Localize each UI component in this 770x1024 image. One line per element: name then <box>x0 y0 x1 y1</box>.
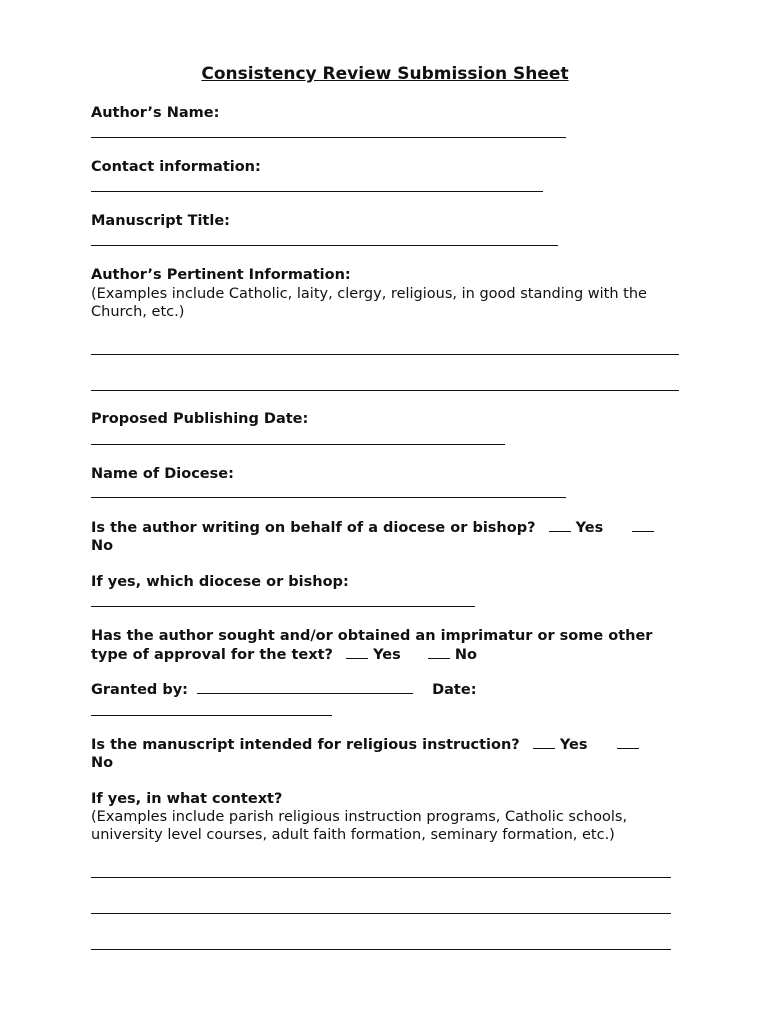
imprimatur-yes-label: Yes <box>373 647 401 663</box>
form-title: Consistency Review Submission Sheet <box>201 64 569 84</box>
imprimatur-yes-blank[interactable] <box>346 657 368 659</box>
imprimatur-question-line-1: Has the author sought and/or obtained an imprimatur or some other <box>91 628 653 644</box>
granted-by-label: Granted by: <box>91 682 188 698</box>
imprimatur-no-label: No <box>454 647 477 663</box>
contact-line[interactable] <box>91 191 543 192</box>
instruction-no-blank[interactable] <box>617 747 639 749</box>
date-label: Date: <box>432 682 477 698</box>
instruction-no-label: No <box>91 755 114 771</box>
pertinent-info-label: Author’s Pertinent Information: <box>91 267 351 283</box>
contact-label: Contact information: <box>91 159 261 175</box>
instruction-question <box>91 736 639 755</box>
behalf-yes-blank[interactable] <box>549 530 571 532</box>
which-diocese-label: If yes, which diocese or bishop: <box>91 574 349 590</box>
diocese-line[interactable] <box>91 497 566 498</box>
context-line-3[interactable] <box>91 949 671 950</box>
imprimatur-question-text: type of approval for the text? <box>91 647 333 663</box>
publishing-date-label: Proposed Publishing Date: <box>91 411 309 427</box>
context-note: (Examples include parish religious instruction programs, Catholic schools, university level courses, adult faith formation, seminary formation, etc.) <box>91 809 628 843</box>
instruction-question-text: Is the manuscript intended for religious instruction? <box>91 737 520 753</box>
context-line-2[interactable] <box>91 913 671 914</box>
granted-by-row <box>91 681 477 700</box>
pertinent-info-line-1[interactable] <box>91 354 679 355</box>
imprimatur-question-line-2 <box>91 646 477 665</box>
manuscript-title-line[interactable] <box>91 245 558 246</box>
imprimatur-no-blank[interactable] <box>428 657 450 659</box>
behalf-no-label: No <box>91 538 114 554</box>
context-line-1[interactable] <box>91 877 671 878</box>
date-line[interactable] <box>91 715 332 716</box>
granted-by-line[interactable] <box>197 692 413 694</box>
pertinent-info-note: (Examples include Catholic, laity, clergy, religious, in good standing with the Church, etc.) <box>91 286 647 320</box>
behalf-yes-label: Yes <box>575 520 604 536</box>
pertinent-info-line-2[interactable] <box>91 390 679 391</box>
author-name-label: Author’s Name: <box>91 105 220 121</box>
diocese-label: Name of Diocese: <box>91 466 234 482</box>
publishing-date-line[interactable] <box>91 444 505 445</box>
context-question: If yes, in what context? <box>91 791 283 807</box>
instruction-yes-label: Yes <box>559 737 588 753</box>
author-name-line[interactable] <box>91 137 566 138</box>
which-diocese-line[interactable] <box>91 606 475 607</box>
instruction-yes-blank[interactable] <box>533 747 555 749</box>
behalf-no-blank[interactable] <box>632 530 654 532</box>
behalf-question <box>91 519 654 538</box>
manuscript-title-label: Manuscript Title: <box>91 213 230 229</box>
behalf-question-text: Is the author writing on behalf of a diocese or bishop? <box>91 520 536 536</box>
